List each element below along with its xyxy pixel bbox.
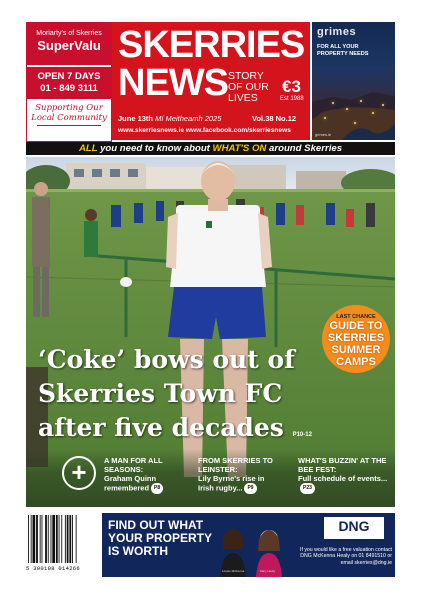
light-dot [372, 112, 374, 114]
page-badge: P23 [300, 483, 315, 494]
cover-price: €3 [282, 77, 301, 96]
dng-logo-sub: McKENNA HEALY [340, 535, 368, 539]
supervalu-hours-phone [27, 67, 111, 99]
grimes-web: grimes.ie [315, 132, 332, 137]
barcode-bar [40, 515, 41, 563]
website-links[interactable]: www.skerriesnews.ie www.facebook.com/skerriesnews [118, 127, 291, 134]
summer-camps-promo[interactable] [322, 305, 390, 373]
teaser-sub [198, 474, 282, 494]
light-dot [346, 108, 348, 110]
headline-line3-text: after five decades [38, 413, 284, 442]
supervalu-hours: OPEN 7 DAYS [37, 71, 101, 82]
barcode-bar [51, 515, 52, 563]
harbour-night-photo [312, 62, 395, 140]
promo-line4: CAMPS [336, 356, 376, 368]
banner-around: around Skerries [266, 143, 343, 154]
dng-headline-1: FIND OUT WHAT [108, 518, 204, 532]
grimes-tagline-2: PROPERTY NEEDS [317, 51, 369, 57]
promo-line1: GUIDE TO [329, 320, 383, 332]
barcode-bar [69, 515, 71, 563]
supervalu-phone: 01 - 849 3111 [40, 83, 98, 94]
barcode-bars [26, 515, 92, 565]
page-badge: P8 [151, 483, 163, 494]
barcode-bar [45, 515, 47, 563]
teaser-title: A MAN FOR ALL SEASONS: [104, 456, 163, 474]
headline-line1: ‘Coke’ bows out of [38, 345, 295, 374]
supervalu-underline [37, 125, 101, 126]
volume-number: Vol.38 No.12 [252, 114, 297, 123]
barcode-bar [67, 515, 69, 563]
teaser-bee-fest[interactable] [298, 456, 388, 494]
teaser-strip [26, 449, 395, 507]
title-line2: NEWS [118, 62, 228, 104]
dng-contact-2: DNG McKenna Healy on 01 8491510 or [300, 553, 392, 560]
teaser-graham-quinn[interactable] [104, 456, 184, 494]
barcode-bar [33, 515, 36, 563]
barcode-number: 5 390108 014266 [26, 565, 81, 572]
page-badge: P9 [244, 483, 256, 494]
whats-on-banner [26, 142, 395, 155]
supervalu-owner: Moriarty's of Skerries [36, 30, 102, 37]
dng-contact [288, 547, 392, 566]
teaser-sub [298, 474, 388, 494]
plus-icon: + [62, 456, 96, 490]
light-dot [360, 100, 362, 102]
barcode-bar [48, 515, 49, 563]
agent-name-2: Mary Healy [260, 569, 276, 573]
established: Est 1988 [280, 96, 304, 102]
date-english: June 13th [118, 114, 154, 123]
dng-headline-2: YOUR PROPERTY [108, 531, 213, 545]
lead-headline[interactable] [38, 343, 312, 452]
dng-ad[interactable] [102, 513, 395, 577]
barcode-bar [65, 515, 66, 563]
masthead [112, 22, 310, 140]
banner-all: ALL [78, 143, 98, 154]
cover-photo [26, 157, 395, 507]
barcode-bar [52, 515, 55, 563]
grimes-tagline [317, 44, 369, 58]
dng-headline [108, 519, 212, 558]
dng-logo: DNG [324, 517, 384, 539]
barcode-bar [31, 515, 32, 563]
light-dot [382, 104, 384, 106]
supervalu-header [27, 23, 111, 65]
barcode [26, 515, 92, 577]
headline-line2: Skerries Town FC [38, 379, 283, 408]
tagline: STORY OF OUR LIVES [228, 70, 269, 104]
light-dot [324, 117, 326, 119]
teaser-title: WHAT'S BUZZIN' AT THE BEE FEST: [298, 456, 387, 474]
supervalu-slogan-line1: Supporting Our [35, 103, 103, 113]
banner-text: you need to know about [97, 143, 213, 154]
title-line1: SKERRIES [118, 24, 305, 66]
issue-date [118, 114, 221, 123]
barcode-bar [36, 515, 38, 563]
supervalu-brand: SuperValu [37, 38, 101, 53]
dng-contact-3: email skerries@dng.ie [340, 559, 392, 566]
teaser-sub-text: Lily Byrne's rise in Irish rugby... [198, 474, 265, 493]
barcode-bar [42, 515, 43, 563]
headline-line3 [38, 411, 312, 452]
teaser-lily-byrne[interactable] [198, 456, 282, 494]
grimes-ad[interactable] [312, 22, 395, 140]
dng-headline-3: IS WORTH [108, 544, 168, 558]
promo-tag: LAST CHANCE [336, 314, 376, 320]
agent-name-1: Louise McKenna [222, 569, 245, 573]
supervalu-slogan [27, 103, 111, 123]
barcode-bar [61, 515, 62, 563]
promo-line2: SKERRIES [327, 332, 385, 344]
dng-contact-1: If you would like a free valuation contact [300, 547, 392, 553]
barcode-bar [28, 515, 29, 563]
date-irish: Mí Meitheamh 2025 [155, 114, 222, 123]
barcode-bar [56, 515, 58, 563]
barcode-bar [72, 515, 73, 563]
teaser-title: FROM SKERRIES TO LEINSTER: [198, 456, 273, 474]
supervalu-ad[interactable] [26, 22, 112, 142]
banner-whats-on: WHAT'S ON [212, 143, 267, 154]
supervalu-slogan-line2: Local Community [31, 113, 107, 123]
barcode-bar [76, 515, 77, 563]
headline-page-ref: P10-12 [292, 432, 312, 438]
light-dot [332, 102, 334, 104]
grimes-logo: grimes [317, 26, 357, 38]
teaser-sub [104, 474, 184, 494]
barcode-bar [59, 515, 60, 563]
promo-line3: SUMMER [331, 344, 381, 356]
teaser-sub-text: Full schedule of events... [298, 474, 388, 483]
teaser-sub-text: Graham Quinn remembered [104, 474, 157, 493]
light-dot [354, 122, 356, 124]
grimes-tagline-1: FOR ALL YOUR [317, 44, 359, 50]
promo-title [322, 320, 390, 368]
